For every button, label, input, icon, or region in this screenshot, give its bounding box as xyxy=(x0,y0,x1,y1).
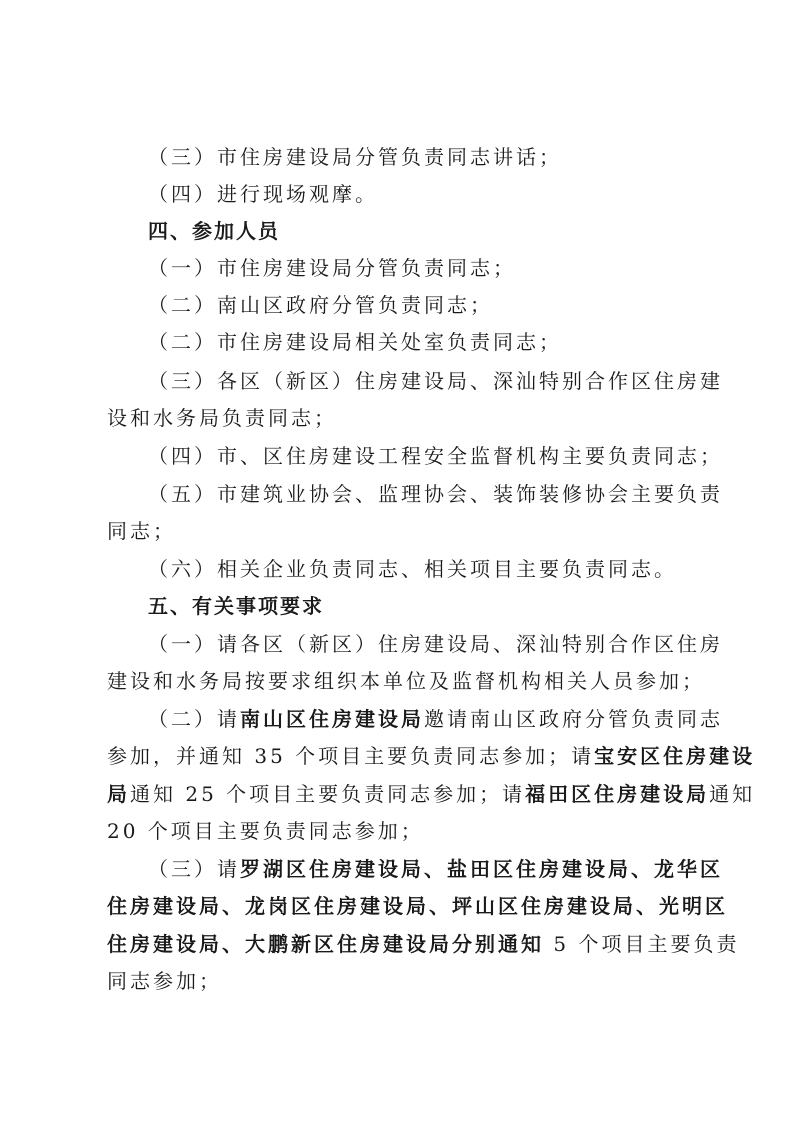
participant-item-2a: （二）南山区政府分管负责同志； xyxy=(148,293,493,317)
participant-item-5-line-1: （五）市建筑业协会、监理协会、装饰装修协会主要负责 xyxy=(148,482,723,506)
text-segment: （三）请 xyxy=(148,857,240,881)
participant-item-5-line-2: 同志； xyxy=(107,519,176,543)
participant-item-3-line-2: 设和水务局负责同志； xyxy=(107,406,337,430)
requirement-item-3-line-2: 住房建设局、龙岗区住房建设局、坪山区住房建设局、光明区 xyxy=(107,894,728,918)
text-segment: 通知 25 个项目主要负责同志参加；请 xyxy=(130,782,526,806)
requirement-item-1-line-2: 建设和水务局按要求组织本单位及监督机构相关人员参加； xyxy=(107,669,705,693)
requirement-item-1-line-1: （一）请各区（新区）住房建设局、深汕特别合作区住房 xyxy=(148,632,723,656)
requirement-item-2-line-4: 20 个项目主要负责同志参加； xyxy=(107,819,424,843)
bold-org-name: 宝安区住房建设 xyxy=(594,744,756,768)
requirement-item-2-line-3 xyxy=(0,780,793,808)
requirement-item-3-line-1 xyxy=(0,855,793,883)
text-segment: 5 个项目主要负责 xyxy=(544,932,740,956)
bold-org-name: 罗湖区住房建设局、盐田区住房建设局、龙华区 xyxy=(240,857,723,881)
requirement-item-3-line-3 xyxy=(0,930,793,958)
bold-org-name: 住房建设局、大鹏新区住房建设局分别通知 xyxy=(107,932,544,956)
participant-item-2b: （二）市住房建设局相关处室负责同志； xyxy=(148,330,562,354)
bold-org-name: 局 xyxy=(107,782,130,806)
participant-item-3-line-1: （三）各区（新区）住房建设局、深汕特别合作区住房建 xyxy=(148,369,723,393)
bold-org-name: 福田区住房建设局 xyxy=(525,782,710,806)
text-segment: （二）请 xyxy=(148,707,240,731)
requirement-item-2-line-2 xyxy=(0,742,793,770)
bold-org-name: 南山区住房建设局 xyxy=(240,707,424,731)
agenda-item-4: （四）进行现场观摩。 xyxy=(148,182,378,206)
section-heading-requirements: 五、有关事项要求 xyxy=(148,594,324,618)
requirement-item-3-line-4: 同志参加； xyxy=(107,969,222,993)
text-segment: 邀请南山区政府分管负责同志 xyxy=(424,707,723,731)
participant-item-1: （一）市住房建设局分管负责同志； xyxy=(148,256,516,280)
participant-item-6: （六）相关企业负责同志、相关项目主要负责同志。 xyxy=(148,557,677,581)
requirement-item-2-line-1 xyxy=(0,705,793,733)
section-heading-participants: 四、参加人员 xyxy=(148,219,280,243)
text-segment: 参加，并通知 35 个项目主要负责同志参加；请 xyxy=(107,744,595,768)
agenda-item-3: （三）市住房建设局分管负责同志讲话； xyxy=(148,145,562,169)
participant-item-4: （四）市、区住房建设工程安全监督机构主要负责同志； xyxy=(148,444,723,468)
text-segment: 通知 xyxy=(709,782,756,806)
